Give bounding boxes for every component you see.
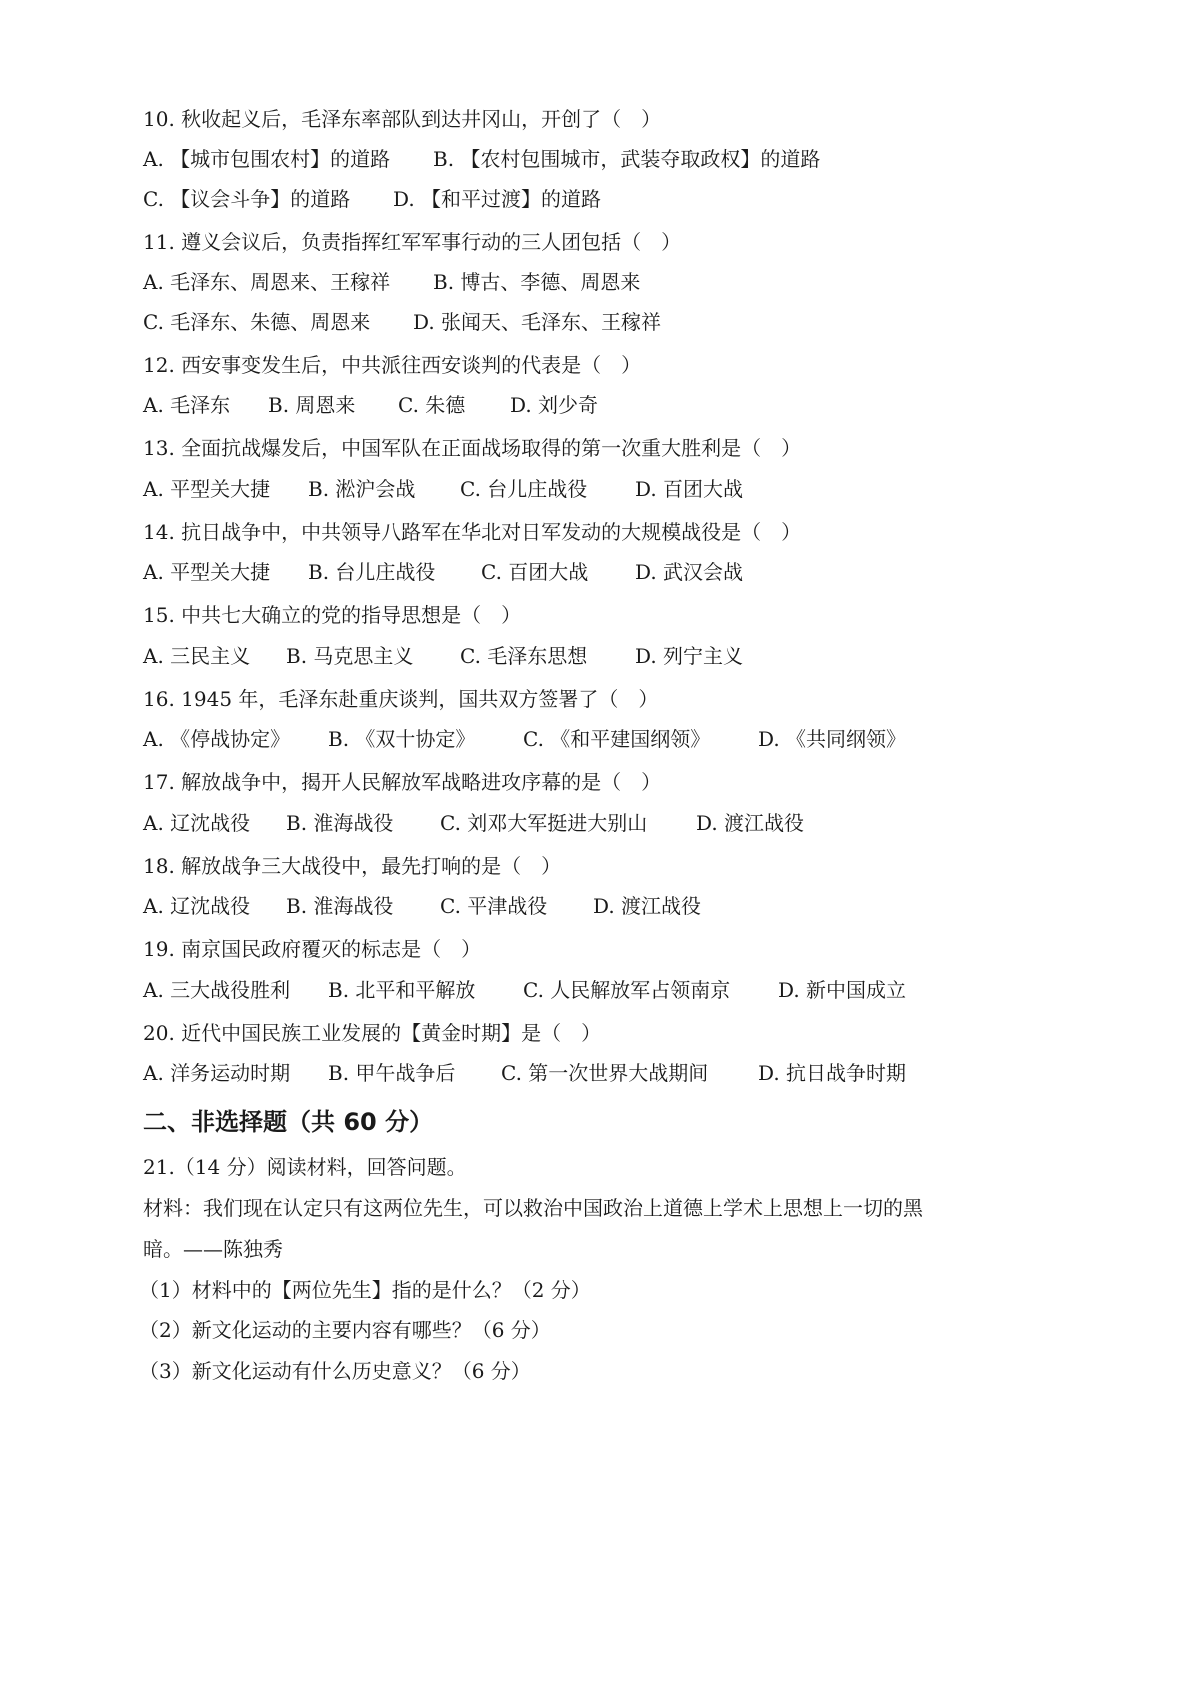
- question-16-option-a: A. 《停战协定》: [143, 727, 291, 751]
- question-12-option-b: B. 周恩来: [268, 393, 356, 417]
- question-11-option-c: C. 毛泽东、朱德、周恩来: [143, 310, 371, 334]
- question-11-stem: 11. 遵义会议后，负责指挥红军军事行动的三人团包括（ ）: [143, 230, 682, 254]
- question-19-option-b: B. 北平和平解放: [328, 978, 476, 1002]
- question-18-option-c: C. 平津战役: [440, 894, 548, 918]
- question-13-stem: 13. 全面抗战爆发后，中国军队在正面战场取得的第一次重大胜利是（ ）: [143, 436, 802, 460]
- question-13-option-b: B. 淞沪会战: [308, 477, 416, 501]
- question-19-option-d: D. 新中国成立: [778, 978, 907, 1002]
- question-21-material-line-2: 暗。——陈独秀: [143, 1237, 283, 1261]
- question-21-sub-2: （2）新文化运动的主要内容有哪些？（6 分）: [139, 1318, 551, 1342]
- question-21-material-line-1: 材料：我们现在认定只有这两位先生，可以救治中国政治上道德上学术上思想上一切的黑: [143, 1196, 923, 1220]
- question-19-stem: 19. 南京国民政府覆灭的标志是（ ）: [143, 937, 482, 961]
- question-14-option-b: B. 台儿庄战役: [308, 560, 436, 584]
- question-11-option-d: D. 张闻天、毛泽东、王稼祥: [413, 310, 662, 334]
- question-20-option-c: C. 第一次世界大战期间: [501, 1061, 709, 1085]
- question-13-option-c: C. 台儿庄战役: [460, 477, 588, 501]
- question-16-option-c: C. 《和平建国纲领》: [523, 727, 711, 751]
- question-18-option-a: A. 辽沈战役: [143, 894, 251, 918]
- question-18-stem: 18. 解放战争三大战役中，最先打响的是（ ）: [143, 854, 562, 878]
- question-15-option-a: A. 三民主义: [143, 644, 251, 668]
- question-15-option-c: C. 毛泽东思想: [460, 644, 588, 668]
- question-21-sub-1: （1）材料中的【两位先生】指的是什么？（2 分）: [139, 1278, 591, 1302]
- section-2-heading: 二、非选择题（共 60 分）: [143, 1108, 434, 1136]
- question-12-option-d: D. 刘少奇: [510, 393, 599, 417]
- question-10-option-b: B. 【农村包围城市，武装夺取政权】的道路: [433, 147, 821, 171]
- question-14-option-d: D. 武汉会战: [635, 560, 744, 584]
- question-14-stem: 14. 抗日战争中，中共领导八路军在华北对日军发动的大规模战役是（ ）: [143, 520, 802, 544]
- question-11-option-a: A. 毛泽东、周恩来、王稼祥: [143, 270, 391, 294]
- question-14-option-a: A. 平型关大捷: [143, 560, 271, 584]
- question-17-stem: 17. 解放战争中，揭开人民解放军战略进攻序幕的是（ ）: [143, 770, 662, 794]
- question-21-sub-3: （3）新文化运动有什么历史意义？（6 分）: [139, 1359, 531, 1383]
- question-18-option-b: B. 淮海战役: [286, 894, 394, 918]
- question-19-option-a: A. 三大战役胜利: [143, 978, 291, 1002]
- question-17-option-c: C. 刘邓大军挺进大别山: [440, 811, 648, 835]
- question-10-stem: 10. 秋收起义后，毛泽东率部队到达井冈山，开创了（ ）: [143, 107, 662, 131]
- question-12-stem: 12. 西安事变发生后，中共派往西安谈判的代表是（ ）: [143, 353, 642, 377]
- question-11-option-b: B. 博古、李德、周恩来: [433, 270, 641, 294]
- question-13-option-a: A. 平型关大捷: [143, 477, 271, 501]
- question-21-intro: 21.（14 分）阅读材料，回答问题。: [143, 1155, 467, 1179]
- question-19-option-c: C. 人民解放军占领南京: [523, 978, 731, 1002]
- question-16-stem: 16. 1945 年，毛泽东赴重庆谈判，国共双方签署了（ ）: [143, 687, 659, 711]
- question-13-option-d: D. 百团大战: [635, 477, 744, 501]
- question-17-option-b: B. 淮海战役: [286, 811, 394, 835]
- question-20-option-d: D. 抗日战争时期: [758, 1061, 907, 1085]
- question-10-option-d: D. 【和平过渡】的道路: [393, 187, 602, 211]
- question-20-stem: 20. 近代中国民族工业发展的【黄金时期】是（ ）: [143, 1021, 602, 1045]
- question-12-option-a: A. 毛泽东: [143, 393, 231, 417]
- question-20-option-b: B. 甲午战争后: [328, 1061, 456, 1085]
- question-12-option-c: C. 朱德: [398, 393, 466, 417]
- question-10-option-a: A. 【城市包围农村】的道路: [143, 147, 391, 171]
- question-16-option-b: B. 《双十协定》: [328, 727, 476, 751]
- question-17-option-a: A. 辽沈战役: [143, 811, 251, 835]
- question-15-option-b: B. 马克思主义: [286, 644, 414, 668]
- question-18-option-d: D. 渡江战役: [593, 894, 702, 918]
- question-15-option-d: D. 列宁主义: [635, 644, 744, 668]
- question-16-option-d: D. 《共同纲领》: [758, 727, 907, 751]
- question-20-option-a: A. 洋务运动时期: [143, 1061, 291, 1085]
- question-15-stem: 15. 中共七大确立的党的指导思想是（ ）: [143, 603, 522, 627]
- question-10-option-c: C. 【议会斗争】的道路: [143, 187, 351, 211]
- question-17-option-d: D. 渡江战役: [696, 811, 805, 835]
- question-14-option-c: C. 百团大战: [481, 560, 589, 584]
